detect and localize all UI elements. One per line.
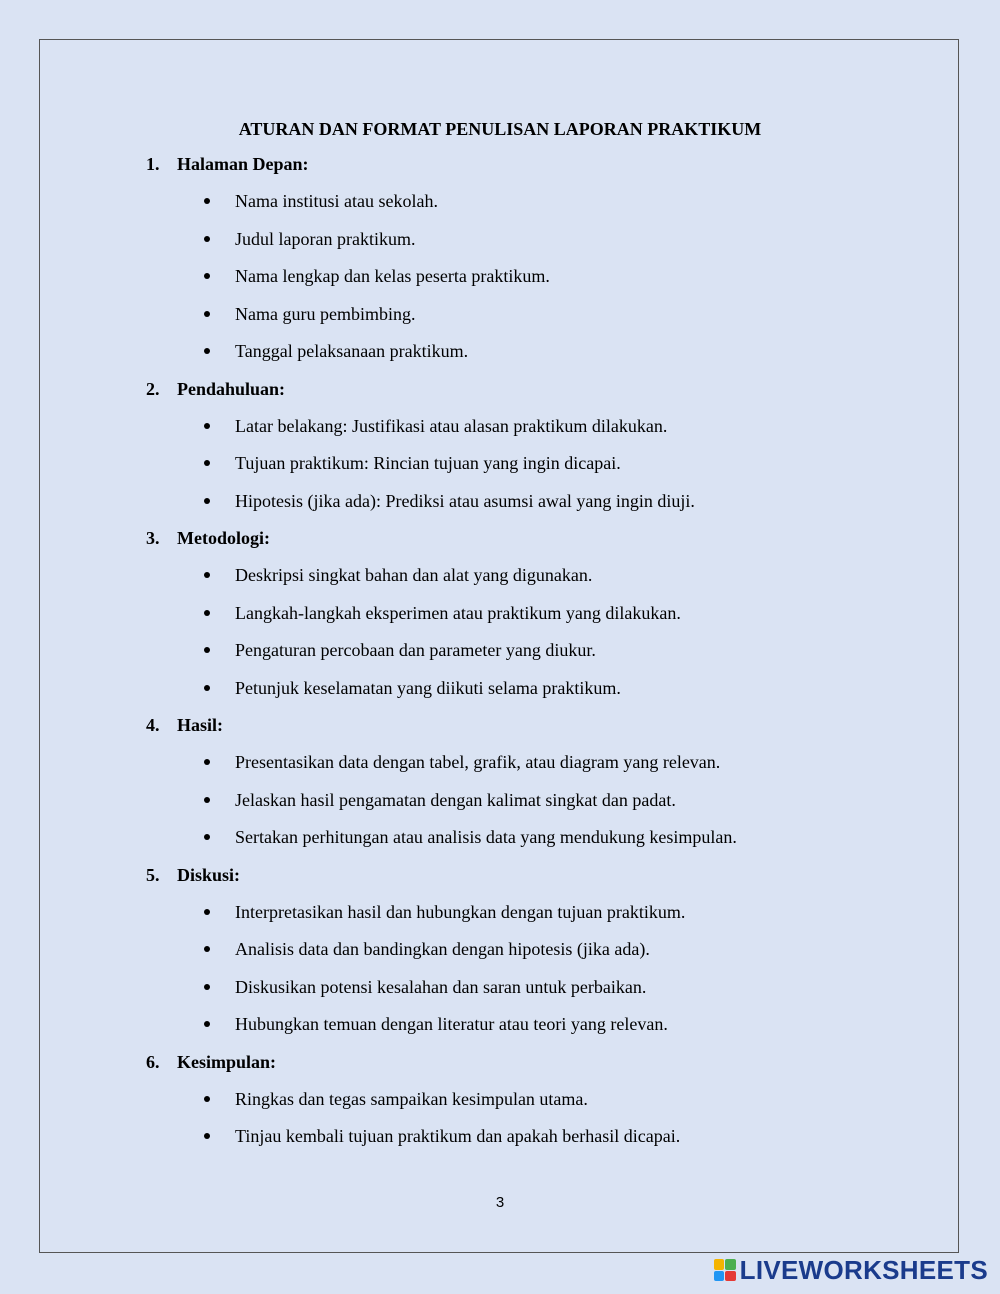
list-item [0,450,1000,476]
section-heading [0,862,1000,888]
bullet-icon [204,1133,210,1139]
bullet-list [0,899,1000,1038]
section [0,376,1000,514]
section [0,151,1000,364]
section [0,525,1000,701]
brand-logo-tile [725,1271,736,1282]
brand-logo-tile [725,1259,736,1270]
section-title: Pendahuluan: [177,378,286,399]
list-item [0,488,1000,514]
section-number: 5. [146,864,160,885]
list-item [0,787,1000,813]
list-item [0,413,1000,439]
bullet-list [0,1086,1000,1150]
section-heading [0,1049,1000,1075]
list-item-text: Pengaturan percobaan dan parameter yang diukur. [235,640,596,660]
list-item [0,263,1000,289]
list-item-text: Hipotesis (jika ada): Prediksi atau asumsi awal yang ingin diuji. [235,490,695,511]
list-item-text: Tinjau kembali tujuan praktikum dan apakah berhasil dicapai. [235,1126,681,1146]
list-item-text: Latar belakang: Justifikasi atau alasan praktikum dilakukan. [235,415,668,436]
list-item [0,899,1000,925]
section [0,1049,1000,1150]
bullet-icon [204,236,210,242]
bullet-icon [204,498,210,504]
list-item-text: Analisis data dan bandingkan dengan hipotesis (jika ada). [235,939,650,959]
brand-logo-icon [714,1259,736,1281]
list-item [0,749,1000,775]
section-title: Halaman Depan: [177,154,309,174]
bullet-icon [204,198,210,204]
list-item [0,301,1000,327]
list-item-text: Presentasikan data dengan tabel, grafik, atau diagram yang relevan. [235,752,721,772]
bullet-icon [204,797,210,803]
bullet-list [0,188,1000,364]
section-heading [0,376,1000,402]
list-item-text: Tanggal pelaksanaan praktikum. [235,341,469,361]
bullet-icon [204,348,210,354]
bullet-icon [204,1021,210,1027]
list-item-text: Petunjuk keselamatan yang diikuti selama praktikum. [235,677,621,698]
bullet-icon [204,759,210,765]
page-number: 3 [495,1194,505,1211]
list-item [0,226,1000,252]
bullet-icon [204,273,210,279]
list-item [0,824,1000,850]
section-heading [0,712,1000,738]
bullet-icon [204,311,210,317]
list-item-text: Judul laporan praktikum. [235,228,416,249]
list-item-text: Ringkas dan tegas sampaikan kesimpulan utama. [235,1088,588,1109]
list-item [0,600,1000,626]
section-number: 2. [146,378,160,399]
list-item [0,675,1000,701]
bullet-icon [204,460,210,466]
bullet-icon [204,1096,210,1102]
bullet-icon [204,834,210,840]
list-item [0,637,1000,663]
section-number: 6. [146,1051,160,1072]
bullet-list [0,413,1000,514]
list-item [0,974,1000,1000]
list-item-text: Nama lengkap dan kelas peserta praktikum. [235,266,550,286]
sections-container [0,151,1000,1161]
section-number: 4. [146,715,160,735]
bullet-icon [204,984,210,990]
bullet-list [0,749,1000,850]
bullet-icon [204,610,210,616]
list-item [0,1086,1000,1112]
bullet-list [0,562,1000,701]
list-item [0,936,1000,962]
section-number: 3. [146,528,160,548]
list-item [0,1123,1000,1149]
list-item [0,338,1000,364]
list-item-text: Hubungkan temuan dengan literatur atau teori yang relevan. [235,1014,668,1034]
section-title: Diskusi: [177,864,241,885]
list-item-text: Tujuan praktikum: Rincian tujuan yang ingin dicapai. [235,453,621,473]
brand-logo-tile [714,1259,725,1270]
section-title: Metodologi: [177,528,270,548]
list-item [0,188,1000,214]
section [0,862,1000,1038]
section-title: Kesimpulan: [177,1051,277,1072]
section-heading [0,525,1000,551]
list-item-text: Nama institusi atau sekolah. [235,191,438,211]
section-number: 1. [146,154,160,174]
list-item-text: Nama guru pembimbing. [235,303,416,324]
bullet-icon [204,647,210,653]
brand-logo-tile [714,1271,725,1282]
bullet-icon [204,572,210,578]
section-heading [0,151,1000,177]
bullet-icon [204,946,210,952]
list-item [0,562,1000,588]
list-item-text: Deskripsi singkat bahan dan alat yang digunakan. [235,565,593,585]
bullet-icon [204,685,210,691]
brand-name: LIVEWORKSHEETS [739,1255,988,1285]
document-title: ATURAN DAN FORMAT PENULISAN LAPORAN PRAKTIKUM [238,119,762,139]
list-item [0,1011,1000,1037]
brand-watermark[interactable] [714,1256,988,1284]
list-item-text: Jelaskan hasil pengamatan dengan kalimat singkat dan padat. [235,789,676,810]
bullet-icon [204,909,210,915]
section-title: Hasil: [177,715,224,735]
bullet-icon [204,423,210,429]
section [0,712,1000,850]
list-item-text: Diskusikan potensi kesalahan dan saran untuk perbaikan. [235,976,647,997]
list-item-text: Langkah-langkah eksperimen atau praktikum yang dilakukan. [235,602,681,623]
list-item-text: Interpretasikan hasil dan hubungkan dengan tujuan praktikum. [235,901,686,922]
list-item-text: Sertakan perhitungan atau analisis data yang mendukung kesimpulan. [235,827,737,847]
